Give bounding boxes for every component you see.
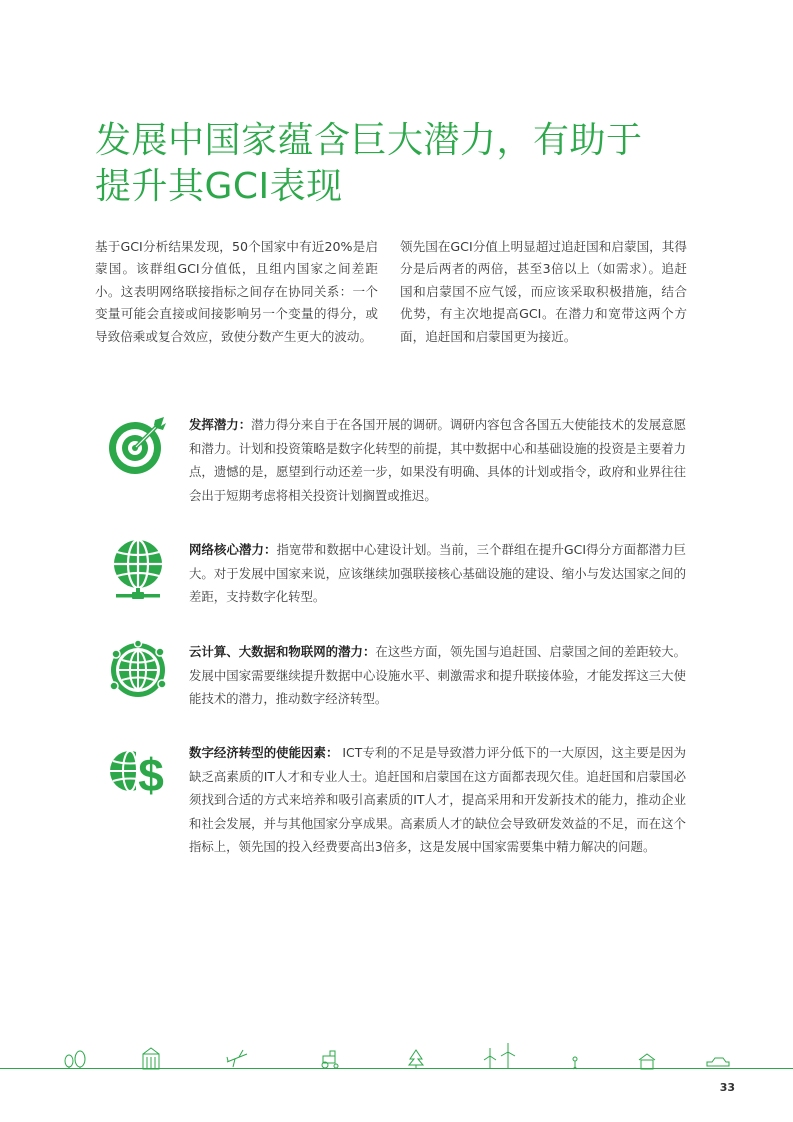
connected-globe-icon [106, 640, 170, 704]
page-number: 33 [719, 1081, 735, 1094]
page-title-line-1: 发展中国家蕴含巨大潜力，有助于 [95, 120, 643, 161]
item-heading: 网络核心潜力： [189, 542, 277, 557]
potential-text [189, 413, 686, 507]
footer-illustration [0, 1042, 793, 1070]
item-body: 潜力得分来自于在各国开展的调研。调研内容包含各国五大使能技术的发展意愿和潜力。计划和投资策略是数字化转型的前提，其中数据中心和基础设施的投资是主要着力点，遗憾的是，愿望到行动还差一步，如果没有明确、具体的计划或指令，政府和业界往往会出于短期考虑将相关投资计划搁置或推迟。 [189, 417, 687, 503]
trees-icon [62, 1042, 88, 1070]
item-body: 在这些方面，领先国与追赶国、启蒙国之间的差距较大。发展中国家需要继续提升数据中心设施水平、刺激需求和提升联接体验，才能发挥这三大使能技术的潜力，推动数字经济转型。 [189, 644, 687, 707]
svg-text:$: $ [138, 749, 164, 801]
digital-economy-enablers-text [189, 741, 686, 859]
item-heading: 数字经济转型的使能因素： [189, 745, 339, 760]
tree-icon [406, 1042, 426, 1070]
cloud-bigdata-iot-text [189, 640, 686, 711]
tractor-icon [318, 1042, 342, 1070]
airplane-icon [225, 1042, 249, 1070]
person-icon [568, 1042, 582, 1070]
globe-dollar-icon [106, 741, 170, 805]
page-title [95, 118, 735, 210]
item-body: ICT专利的不足是导致潜力评分低下的一大原因，这主要是因为缺乏高素质的IT人才和专业人士。追赶国和启蒙国在这方面都表现欠佳。追赶国和启蒙国必须找到合适的方式来培养和吸引高素质的IT人才，提高采用和开发新技术的能力，推动企业和社会发展，并与其他国家分享成果。高素质人才的缺位会导致研发效益的不足，而在这个指标上，领先国的投入经费要高出3倍多，这是发展中国家需要集中精力解决的问题。 [189, 745, 686, 855]
network-globe-icon [106, 538, 170, 602]
house-icon [636, 1042, 658, 1070]
item-heading: 云计算、大数据和物联网的潜力： [189, 644, 376, 659]
intro-paragraph-left: 基于GCI分析结果发现，50个国家中有近20%是启蒙国。该群组GCI分值低，且组内国家之间差距小。这表明网络联接指标之间存在协同关系：一个变量可能会直接或间接影响另一个变量的得分，或导致倍乘或复合效应，致使分数产生更大的波动。 [95, 239, 378, 344]
item-heading: 发挥潜力： [189, 417, 252, 432]
car-icon [704, 1042, 732, 1070]
network-core-text [189, 538, 686, 609]
target-icon [106, 413, 170, 477]
footer-divider [0, 1068, 793, 1069]
page-title-line-2: 提升其GCI表现 [95, 166, 343, 207]
building-icon [140, 1042, 162, 1070]
item-body: 指宽带和数据中心建设计划。当前，三个群组在提升GCI得分方面都潜力巨大。对于发展中国家来说，应该继续加强联接核心基础设施的建设、缩小与发达国家之间的差距，支持数字化转型。 [189, 542, 686, 605]
intro-paragraph-right: 领先国在GCI分值上明显超过追赶国和启蒙国，其得分是后两者的两倍，甚至3倍以上（如需求）。追赶国和启蒙国不应气馁，而应该采取积极措施，结合优势，有主次地提高GCI。在潜力和宽带这两个方面，追赶国和启蒙国更为接近。 [400, 239, 687, 344]
wind-turbine-icon [480, 1042, 520, 1070]
